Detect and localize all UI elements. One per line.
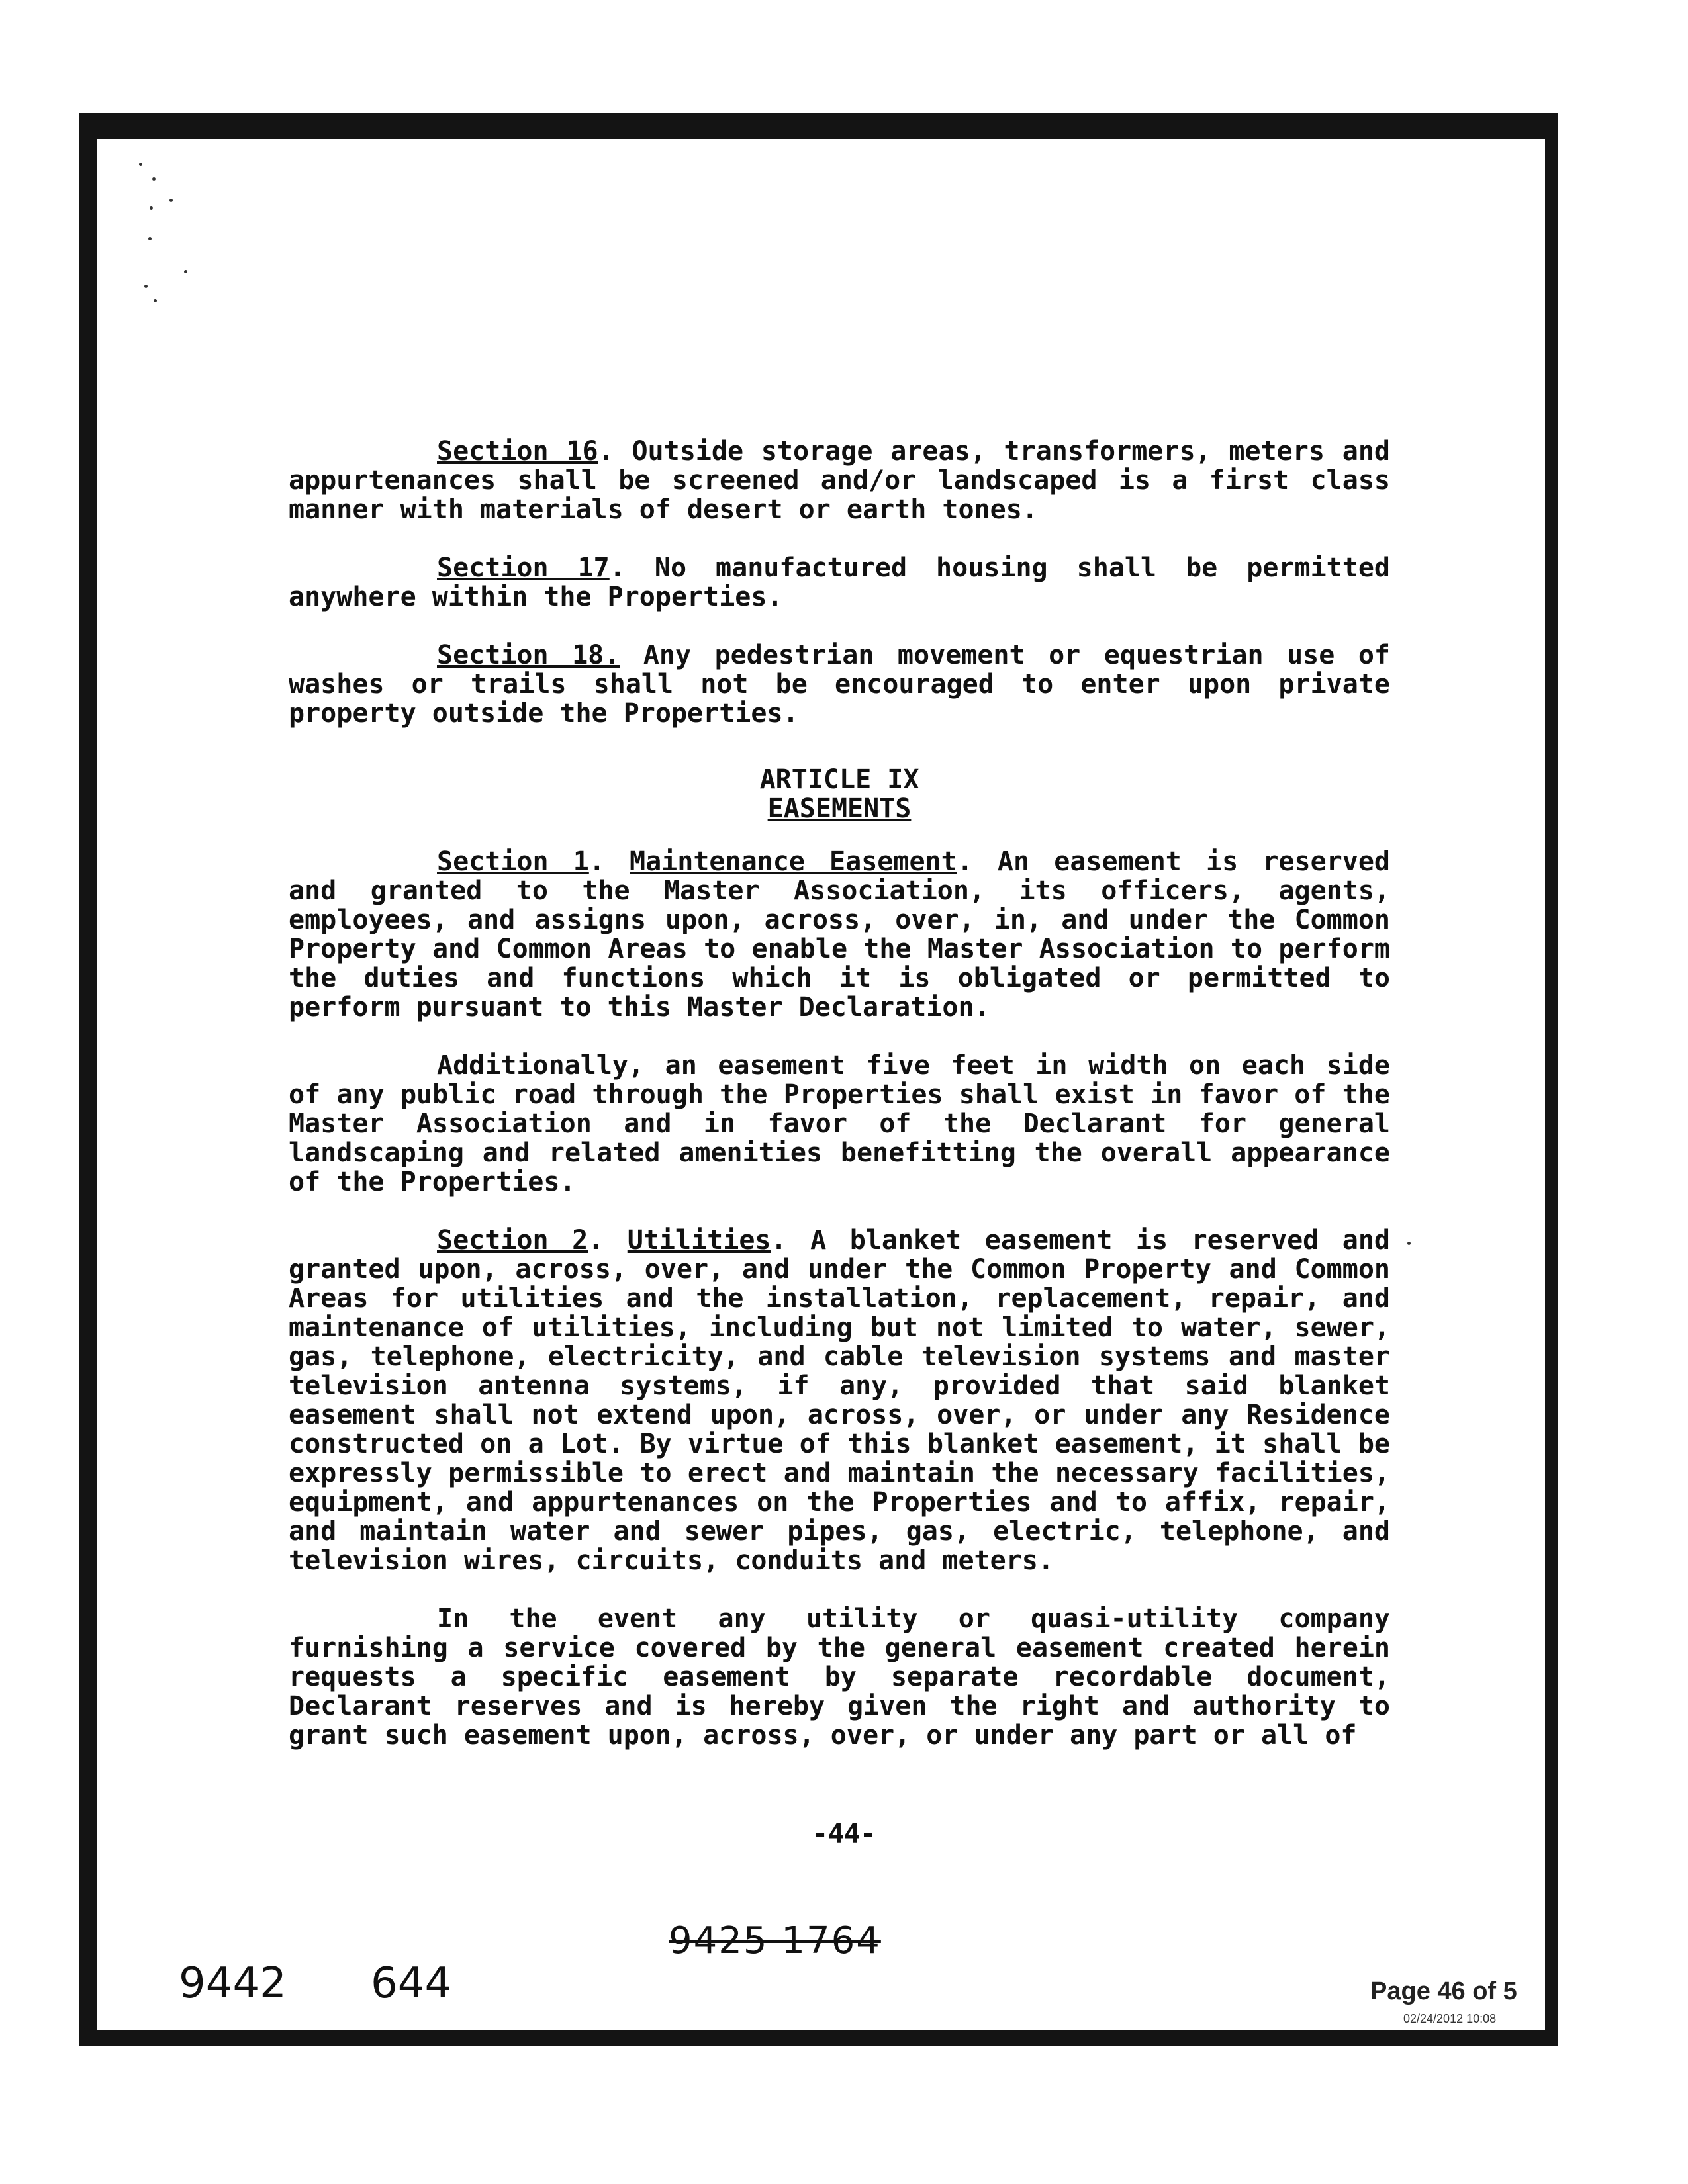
section-16-text: . Outside storage areas, transformers, meters and appurtenances shall be screened and/or landscaped is a first class manner with materials of desert or earth tones. <box>289 436 1390 525</box>
scan-speck <box>184 270 187 273</box>
scan-speck <box>1407 1242 1411 1245</box>
section-17-paragraph <box>289 553 1390 612</box>
easement-section-1-label: Section 1 <box>437 846 589 877</box>
easement-section-1-title: Maintenance Easement <box>630 846 957 877</box>
scan-speck <box>139 163 142 166</box>
print-timestamp: 02/24/2012 10:08 <box>1403 2012 1497 2025</box>
event-paragraph: In the event any utility or quasi-utility company furnishing a service covered by the general easement created herein requests a specific easement by separate recordable document, Declarant reserves and is hereby given the right and authority to grant such easement upon, across, over, or under any part or all of <box>289 1604 1390 1751</box>
section-18-label: Section 18. <box>437 640 620 670</box>
easement-section-1-paragraph <box>289 847 1390 1022</box>
section-16-label: Section 16 <box>437 436 598 467</box>
scan-speck <box>150 206 153 210</box>
recording-page-number: 644 <box>371 1959 452 2008</box>
scan-speck <box>148 237 152 240</box>
additionally-paragraph: Additionally, an easement five feet in width on each side of any public road through the Properties shall exist in favor of the Master Association and in favor of the Declarant for general landscaping and related amenities benefitting the overall appearance of the Properties. <box>289 1050 1390 1197</box>
scan-speck <box>169 199 173 202</box>
article-title: EASEMENTS <box>767 794 912 824</box>
section-16-paragraph <box>289 437 1390 524</box>
section-18-text: Any pedestrian movement or equestrian use of washes or trails shall not be encouraged to enter upon private property outside the Properties. <box>289 640 1390 729</box>
document-body <box>289 437 1390 1750</box>
scan-speck <box>144 285 148 288</box>
page-of-total: Page 46 of 5 <box>1370 1978 1517 2005</box>
easement-section-1-text: . An easement is reserved and granted to the Master Association, its officers, agents, employees, and assigns upon, across, over, in, and under the Common Property and Common Areas to enable the Master Association to perform the duties and functions which it is obligated or permitted to perform pursuant to this Master Declaration. <box>289 846 1390 1023</box>
easement-section-2-paragraph <box>289 1226 1390 1575</box>
struck-recording-reference: 9425 1764 <box>669 1919 881 1962</box>
recording-book-number: 9442 <box>179 1959 287 2008</box>
scan-speck <box>152 177 156 181</box>
page-number: -44- <box>812 1819 876 1849</box>
article-number: ARTICLE IX <box>759 764 919 795</box>
easement-section-2-label: Section 2 <box>437 1225 588 1255</box>
easement-section-2-separator: . <box>588 1225 628 1255</box>
easement-section-1-separator: . <box>588 846 630 877</box>
easement-section-2-text: . A blanket easement is reserved and granted upon, across, over, and under the Common Property and Common Areas for utilities and the installation, replacement, repair, and maintenance of utilities, including but not limited to water, sewer, gas, telephone, electricity, and cable television systems and master television antenna systems, if any, provided that said blanket easement shall not extend upon, across, over, or under any Residence constructed on a Lot. By virtue of this blanket easement, it shall be expressly permissible to erect and maintain the necessary facilities, equipment, and appurtenances on the Properties and to affix, repair, and maintain water and sewer pipes, gas, electric, telephone, and television wires, circuits, conduits and meters. <box>289 1225 1390 1576</box>
easement-section-2-title: Utilities <box>627 1225 771 1255</box>
section-18-paragraph <box>289 641 1390 728</box>
scan-speck <box>154 299 157 302</box>
section-17-text: . No manufactured housing shall be permitted anywhere within the Properties. <box>289 553 1390 612</box>
section-17-label: Section 17 <box>437 553 610 583</box>
